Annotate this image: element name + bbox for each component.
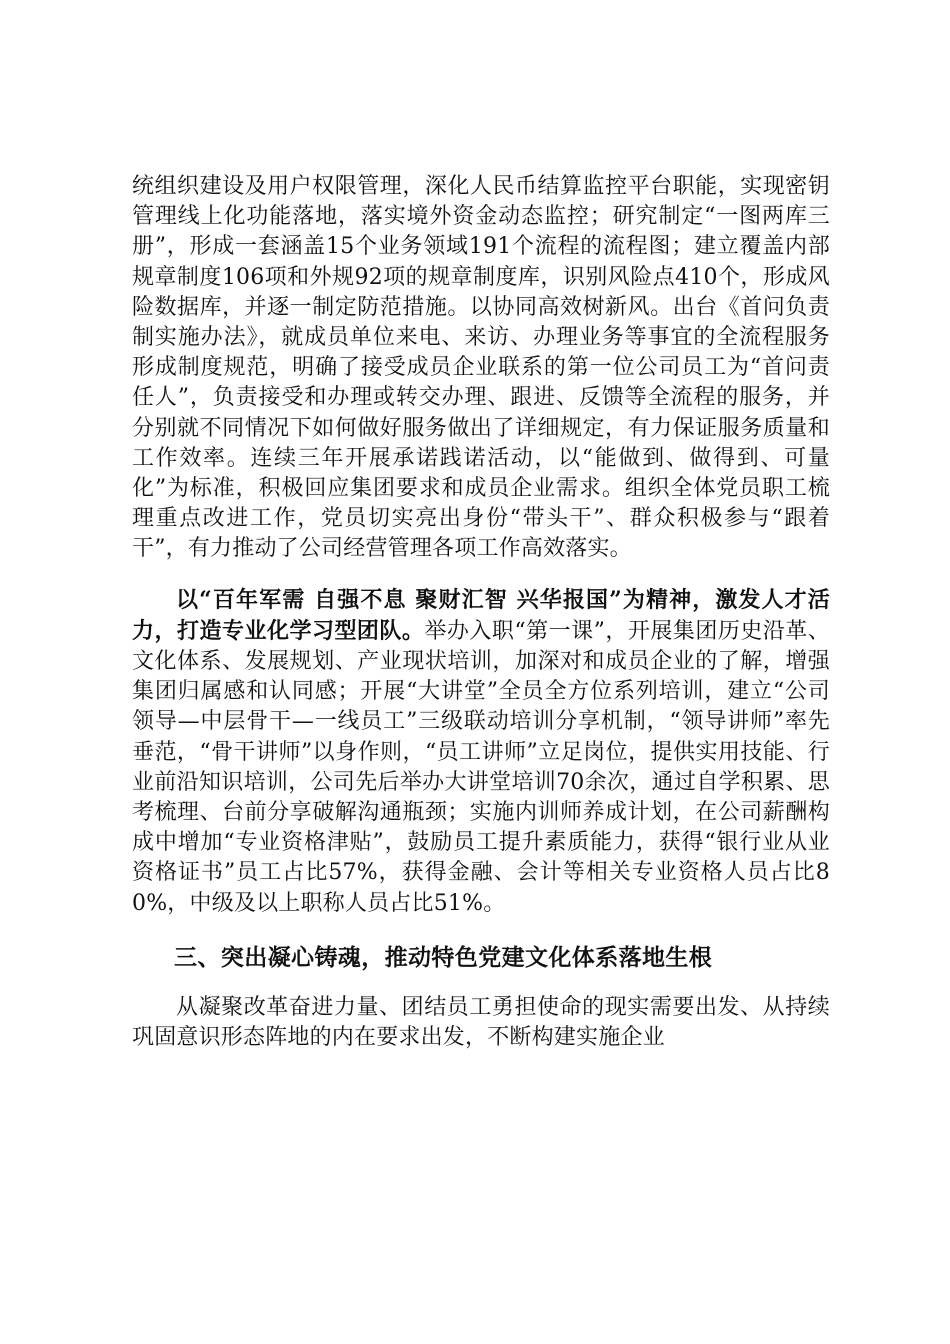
- paragraph-2-body: 举办入职“第一课”，开展集团历史沿革、文化体系、发展规划、产业现状培训，加深对和成员企业的了解，增强集团归属感和认同感；开展“大讲堂”全员全方位系列培训，建立“公司领导—中层骨干—一线员工”三级联动培训分享机制，“领导讲师”率先垂范，“骨干讲师”以身作则，“员工讲师”立足岗位，提供实用技能、行业前沿知识培训，公司先后举办大讲堂培训70余次，通过自学积累、思考梳理、台前分享破解沟通瓶颈；实施内训师养成计划，在公司薪酬构成中增加“专业资格津贴”，鼓励员工提升素质能力，获得“银行业从业资格证书”员工占比57%，获得金融、会计等相关专业资格人员占比80%，中级及以上职称人员占比51%。: [132, 618, 830, 916]
- paragraph-2: [132, 585, 830, 919]
- section-heading-3: 三、突出凝心铸魂，推动特色党建文化体系落地生根: [174, 943, 713, 971]
- paragraph-1: 统组织建设及用户权限管理，深化人民币结算监控平台职能，实现密钥管理线上化功能落地，落实境外资金动态监控；研究制定“一图两库三册”，形成一套涵盖15个业务领域191个流程的流程图；建立覆盖内部规章制度106项和外规92项的规章制度库，识别风险点410个，形成风险数据库，并逐一制定防范措施。以协同高效树新风。出台《首问负责制实施办法》，就成员单位来电、来访、办理业务等事宜的全流程服务形成制度规范，明确了接受成员企业联系的第一位公司员工为“首问责任人”，负责接受和办理或转交办理、跟进、反馈等全流程的服务，并分别就不同情况下如何做好服务做出了详细规定，有力保证服务质量和工作效率。连续三年开展承诺践诺活动，以“能做到、做得到、可量化”为标准，积极回应集团要求和成员企业需求。组织全体党员职工梳理重点改进工作，党员切实亮出身份“带头干”、群众积极参与“跟着干”，有力推动了公司经营管理各项工作高效落实。: [132, 174, 830, 562]
- document-body: [132, 172, 830, 1053]
- paragraph-4: 从凝聚改革奋进力量、团结员工勇担使命的现实需要出发、从持续巩固意识形态阵地的内在要求出发，不断构建实施企业: [132, 994, 830, 1051]
- paragraph-2-bold-lead: 以“百年军需 自强不息 聚财汇智 兴华报国”为精神，激发人才活力，打造专业化学习型团队。: [132, 586, 830, 644]
